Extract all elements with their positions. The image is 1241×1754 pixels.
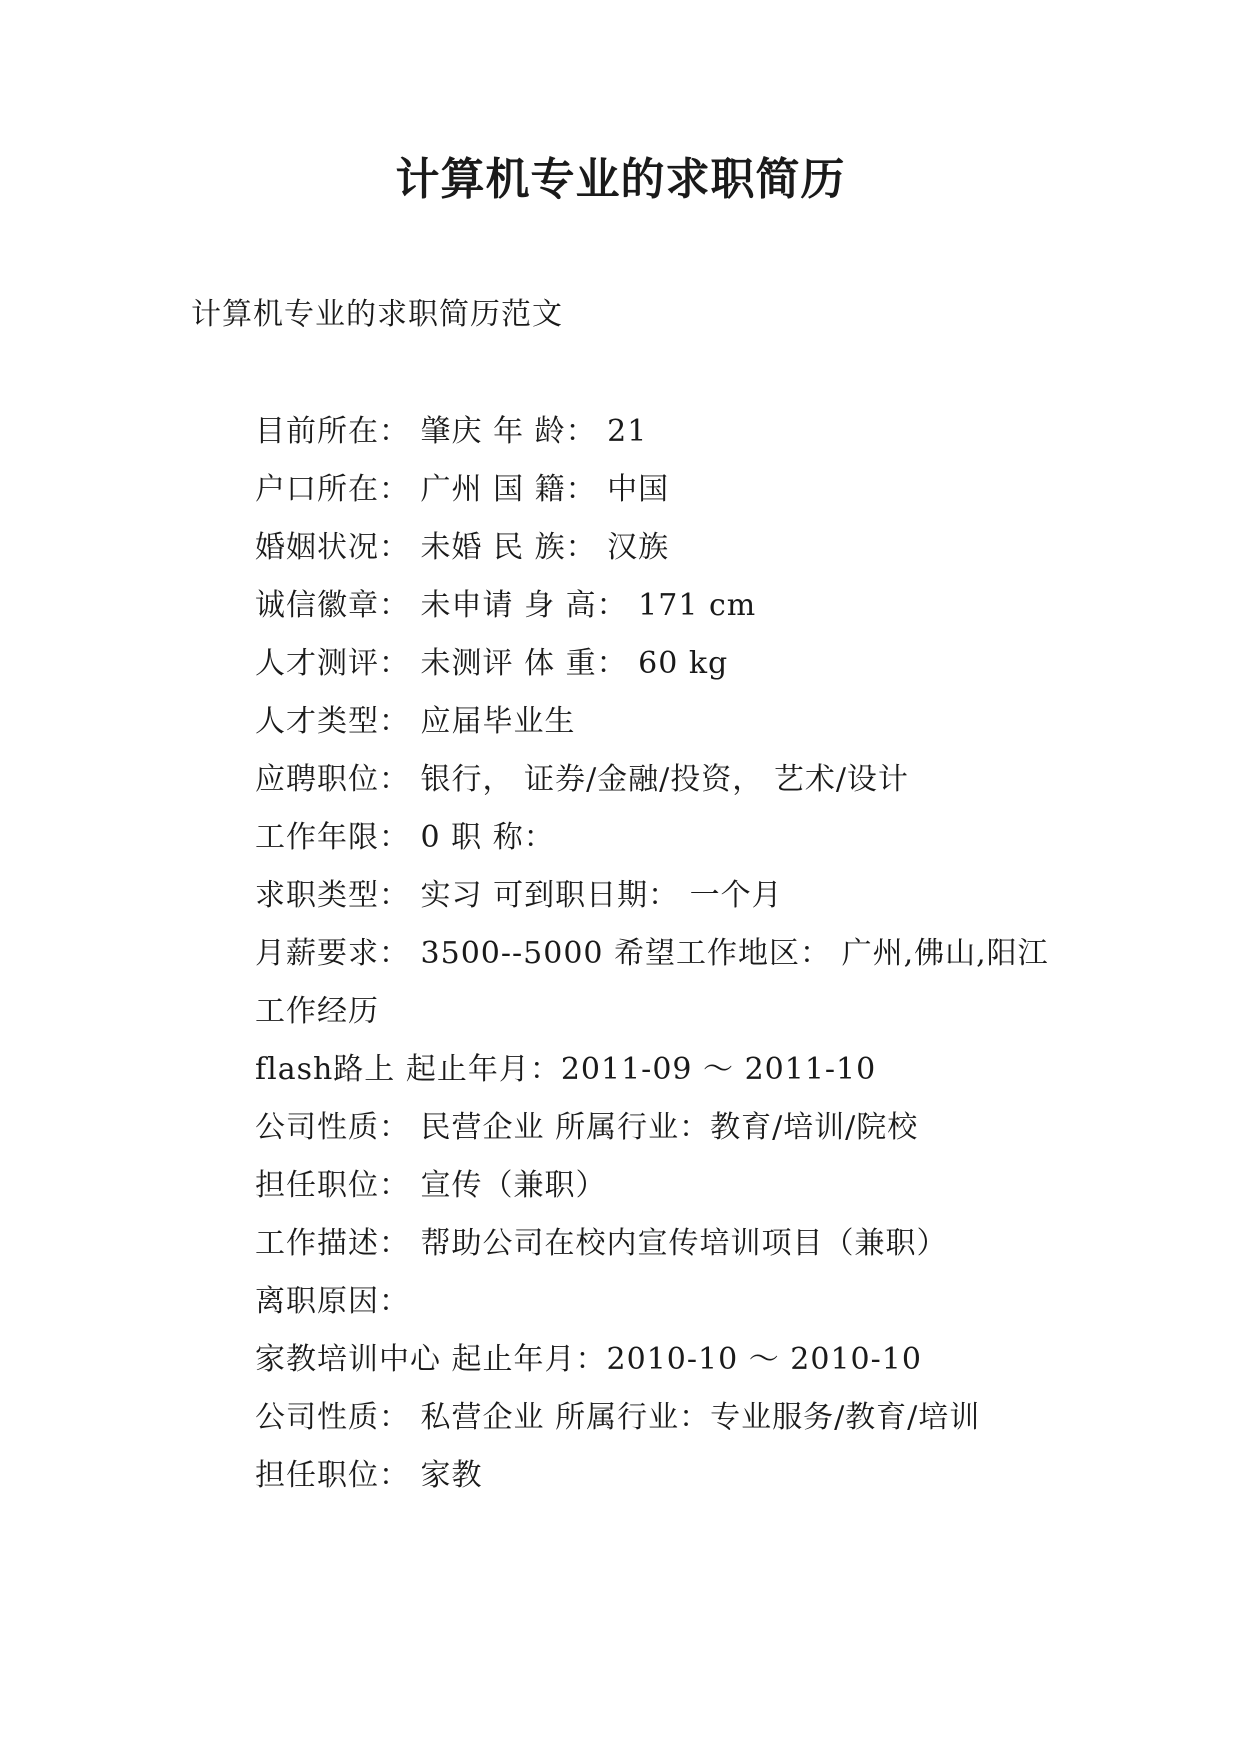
job-1-description: 工作描述： 帮助公司在校内宣传培训项目（兼职） <box>255 1226 948 1261</box>
job-2-position: 担任职位： 家教 <box>255 1458 483 1493</box>
job-2-company-type: 公司性质： 私营企业 所属行业：专业服务/教育/培训 <box>255 1400 981 1435</box>
job-1-position: 担任职位： 宣传（兼职） <box>255 1168 607 1203</box>
job-1-leave-reason: 离职原因： <box>255 1284 410 1319</box>
info-talent-assessment: 人才测评： 未测评 体 重： 60 kg <box>255 646 729 681</box>
document-title: 计算机专业的求职简历 <box>395 154 846 205</box>
info-work-years: 工作年限： 0 职 称： <box>255 820 555 855</box>
info-current-location: 目前所在： 肇庆 年 龄： 21 <box>255 414 648 449</box>
document-subtitle: 计算机专业的求职简历范文 <box>191 297 563 332</box>
resume-body <box>191 403 1051 1505</box>
job-1-company: flash路上 起止年月：2011-09 ～ 2011-10 <box>255 1052 877 1087</box>
info-talent-type: 人才类型： 应届毕业生 <box>255 704 576 739</box>
info-marital-status: 婚姻状况： 未婚 民 族： 汉族 <box>255 530 670 565</box>
info-hukou: 户口所在： 广州 国 籍： 中国 <box>255 472 670 507</box>
info-applied-position: 应聘职位： 银行， 证券/金融/投资， 艺术/设计 <box>255 762 909 797</box>
job-2-company: 家教培训中心 起止年月：2010-10 ～ 2010-10 <box>255 1342 922 1377</box>
section-heading-work-experience: 工作经历 <box>255 994 379 1029</box>
info-job-type: 求职类型： 实习 可到职日期： 一个月 <box>255 878 783 913</box>
job-1-company-type: 公司性质： 民营企业 所属行业：教育/培训/院校 <box>255 1110 919 1145</box>
info-salary-expectation: 月薪要求： 3500--5000 希望工作地区： 广州,佛山,阳江 <box>255 936 1049 971</box>
info-credit-badge: 诚信徽章： 未申请 身 高： 171 cm <box>255 588 757 623</box>
